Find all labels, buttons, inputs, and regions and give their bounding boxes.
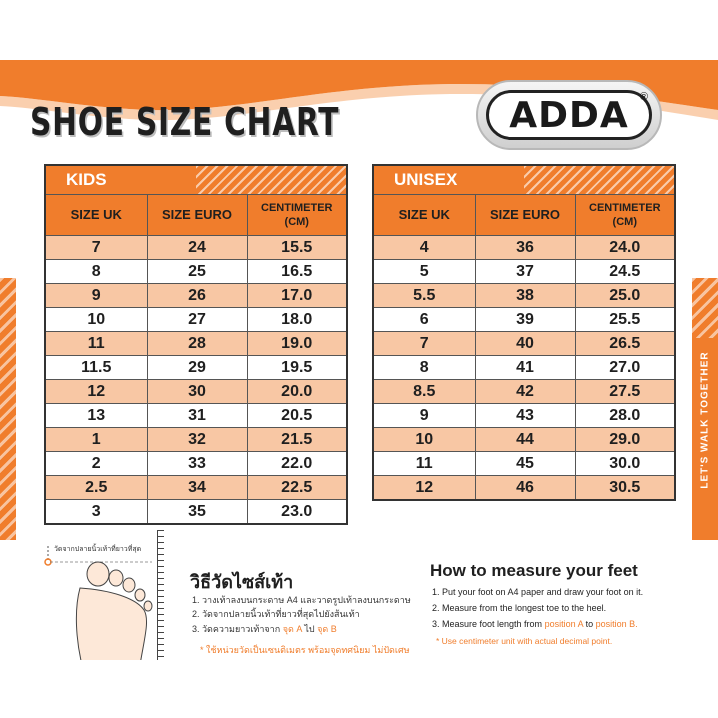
table-row xyxy=(373,476,675,501)
centimeter-cell: 25.0 xyxy=(575,284,675,308)
thai-point-a: จุด A xyxy=(282,624,302,634)
unisex-table-body xyxy=(373,236,675,501)
unisex-table-title: UNISEX xyxy=(394,170,458,189)
header-centimeter xyxy=(575,195,675,236)
size-euro-cell: 44 xyxy=(475,428,575,452)
size-uk-cell: 9 xyxy=(373,404,475,428)
size-uk-cell: 8.5 xyxy=(373,380,475,404)
centimeter-cell: 19.5 xyxy=(247,356,347,380)
table-row xyxy=(45,260,347,284)
centimeter-cell: 27.0 xyxy=(575,356,675,380)
size-euro-cell: 25 xyxy=(147,260,247,284)
size-euro-cell: 32 xyxy=(147,428,247,452)
size-euro-cell: 46 xyxy=(475,476,575,501)
header-centimeter xyxy=(247,195,347,236)
header-centimeter-label: CENTIMETER xyxy=(261,202,333,214)
registered-mark: ® xyxy=(639,91,648,103)
centimeter-cell: 21.5 xyxy=(247,428,347,452)
header-size-uk: SIZE UK xyxy=(45,195,147,236)
header-cm-unit: (CM) xyxy=(612,216,637,228)
kids-table-title: KIDS xyxy=(66,170,107,189)
size-uk-cell: 4 xyxy=(373,236,475,260)
table-row xyxy=(45,308,347,332)
thai-step-3-to: ไป xyxy=(304,624,315,634)
size-euro-cell: 31 xyxy=(147,404,247,428)
kids-size-table xyxy=(44,164,348,525)
table-row xyxy=(45,332,347,356)
table-row xyxy=(45,284,347,308)
table-row xyxy=(45,500,347,525)
size-euro-cell: 36 xyxy=(475,236,575,260)
table-row xyxy=(373,260,675,284)
table-row xyxy=(373,332,675,356)
centimeter-cell: 20.5 xyxy=(247,404,347,428)
table-row xyxy=(373,308,675,332)
header-centimeter-label: CENTIMETER xyxy=(589,202,661,214)
thai-measure-title: วิธีวัดไซส์เท้า xyxy=(190,572,294,592)
english-measure-title: How to measure your feet xyxy=(430,561,638,580)
table-row xyxy=(373,356,675,380)
english-position-a: position A xyxy=(544,619,584,629)
size-uk-cell: 2.5 xyxy=(45,476,147,500)
table-row xyxy=(373,284,675,308)
brand-name: ADDA xyxy=(509,94,629,136)
centimeter-cell: 28.0 xyxy=(575,404,675,428)
thai-step-3-text: 3. วัดความยาวเท้าจาก xyxy=(192,624,281,634)
size-euro-cell: 29 xyxy=(147,356,247,380)
table-row xyxy=(373,452,675,476)
table-row xyxy=(373,428,675,452)
centimeter-cell: 26.5 xyxy=(575,332,675,356)
size-uk-cell: 13 xyxy=(45,404,147,428)
english-note: * Use centimeter unit with actual decimal point. xyxy=(436,636,613,646)
size-uk-cell: 12 xyxy=(373,476,475,501)
english-step-3-text: 3. Measure foot length from xyxy=(432,619,543,629)
page-title: SHOE SIZE CHART xyxy=(30,100,340,144)
size-uk-cell: 7 xyxy=(45,236,147,260)
size-uk-cell: 11 xyxy=(45,332,147,356)
size-euro-cell: 24 xyxy=(147,236,247,260)
table-row xyxy=(45,428,347,452)
centimeter-cell: 24.0 xyxy=(575,236,675,260)
unisex-table-title-cell xyxy=(373,165,675,195)
size-euro-cell: 37 xyxy=(475,260,575,284)
table-row xyxy=(45,356,347,380)
table-row xyxy=(45,236,347,260)
size-uk-cell: 1 xyxy=(45,428,147,452)
header-size-euro: SIZE EURO xyxy=(475,195,575,236)
size-uk-cell: 6 xyxy=(373,308,475,332)
centimeter-cell: 30.0 xyxy=(575,452,675,476)
size-euro-cell: 42 xyxy=(475,380,575,404)
size-euro-cell: 26 xyxy=(147,284,247,308)
centimeter-cell: 18.0 xyxy=(247,308,347,332)
centimeter-cell: 19.0 xyxy=(247,332,347,356)
table-row xyxy=(373,380,675,404)
centimeter-cell: 29.0 xyxy=(575,428,675,452)
size-uk-cell: 3 xyxy=(45,500,147,525)
size-euro-cell: 28 xyxy=(147,332,247,356)
centimeter-cell: 27.5 xyxy=(575,380,675,404)
thai-step-2: 2. วัดจากปลายนิ้วเท้าที่ยาวที่สุดไปยังส้นเท้า xyxy=(192,609,360,619)
kids-table-title-cell xyxy=(45,165,347,195)
size-euro-cell: 34 xyxy=(147,476,247,500)
centimeter-cell: 30.5 xyxy=(575,476,675,501)
slogan-tag: LET'S WALK TOGETHER xyxy=(699,351,711,489)
size-uk-cell: 12 xyxy=(45,380,147,404)
centimeter-cell: 25.5 xyxy=(575,308,675,332)
kids-table-body xyxy=(45,236,347,525)
size-uk-cell: 10 xyxy=(45,308,147,332)
size-uk-cell: 5 xyxy=(373,260,475,284)
size-uk-cell: 11 xyxy=(373,452,475,476)
size-uk-cell: 9 xyxy=(45,284,147,308)
english-step-3 xyxy=(432,619,638,629)
english-step-1: 1. Put your foot on A4 paper and draw your foot on it. xyxy=(432,587,644,597)
thai-step-3 xyxy=(192,622,337,636)
size-uk-cell: 2 xyxy=(45,452,147,476)
brand-logo xyxy=(476,80,662,150)
table-row xyxy=(45,404,347,428)
foot-caption: วัดจากปลายนิ้วเท้าที่ยาวที่สุด xyxy=(54,546,142,553)
thai-note: * ใช้หน่วยวัดเป็นเซนติเมตร พร้อมจุดทศนิยม ไม่ปัดเศษ xyxy=(200,645,410,655)
centimeter-cell: 15.5 xyxy=(247,236,347,260)
size-euro-cell: 30 xyxy=(147,380,247,404)
header-size-euro: SIZE EURO xyxy=(147,195,247,236)
english-step-2: 2. Measure from the longest toe to the heel. xyxy=(432,603,607,613)
size-euro-cell: 27 xyxy=(147,308,247,332)
table-row xyxy=(373,236,675,260)
thai-step-1: 1. วางเท้าลงบนกระดาษ A4 และวาดรูปเท้าลงบนกระดาษ xyxy=(192,595,411,605)
table-row xyxy=(45,452,347,476)
centimeter-cell: 24.5 xyxy=(575,260,675,284)
left-decor-strip xyxy=(0,278,16,540)
size-euro-cell: 40 xyxy=(475,332,575,356)
table-row xyxy=(45,380,347,404)
ruler-icon xyxy=(157,530,172,660)
centimeter-cell: 22.0 xyxy=(247,452,347,476)
size-euro-cell: 33 xyxy=(147,452,247,476)
table-row xyxy=(373,404,675,428)
size-euro-cell: 38 xyxy=(475,284,575,308)
size-euro-cell: 35 xyxy=(147,500,247,525)
size-euro-cell: 39 xyxy=(475,308,575,332)
centimeter-cell: 22.5 xyxy=(247,476,347,500)
unisex-size-table xyxy=(372,164,676,501)
english-position-b: position B. xyxy=(595,619,638,629)
size-uk-cell: 7 xyxy=(373,332,475,356)
thai-point-b: จุด B xyxy=(317,624,337,634)
size-uk-cell: 5.5 xyxy=(373,284,475,308)
size-euro-cell: 41 xyxy=(475,356,575,380)
header-size-uk: SIZE UK xyxy=(373,195,475,236)
centimeter-cell: 16.5 xyxy=(247,260,347,284)
size-uk-cell: 10 xyxy=(373,428,475,452)
centimeter-cell: 23.0 xyxy=(247,500,347,525)
centimeter-cell: 17.0 xyxy=(247,284,347,308)
table-row xyxy=(45,476,347,500)
size-uk-cell: 11.5 xyxy=(45,356,147,380)
size-uk-cell: 8 xyxy=(45,260,147,284)
size-uk-cell: 8 xyxy=(373,356,475,380)
english-step-3-to: to xyxy=(585,619,594,629)
centimeter-cell: 20.0 xyxy=(247,380,347,404)
size-euro-cell: 45 xyxy=(475,452,575,476)
size-euro-cell: 43 xyxy=(475,404,575,428)
header-cm-unit: (CM) xyxy=(284,216,309,228)
